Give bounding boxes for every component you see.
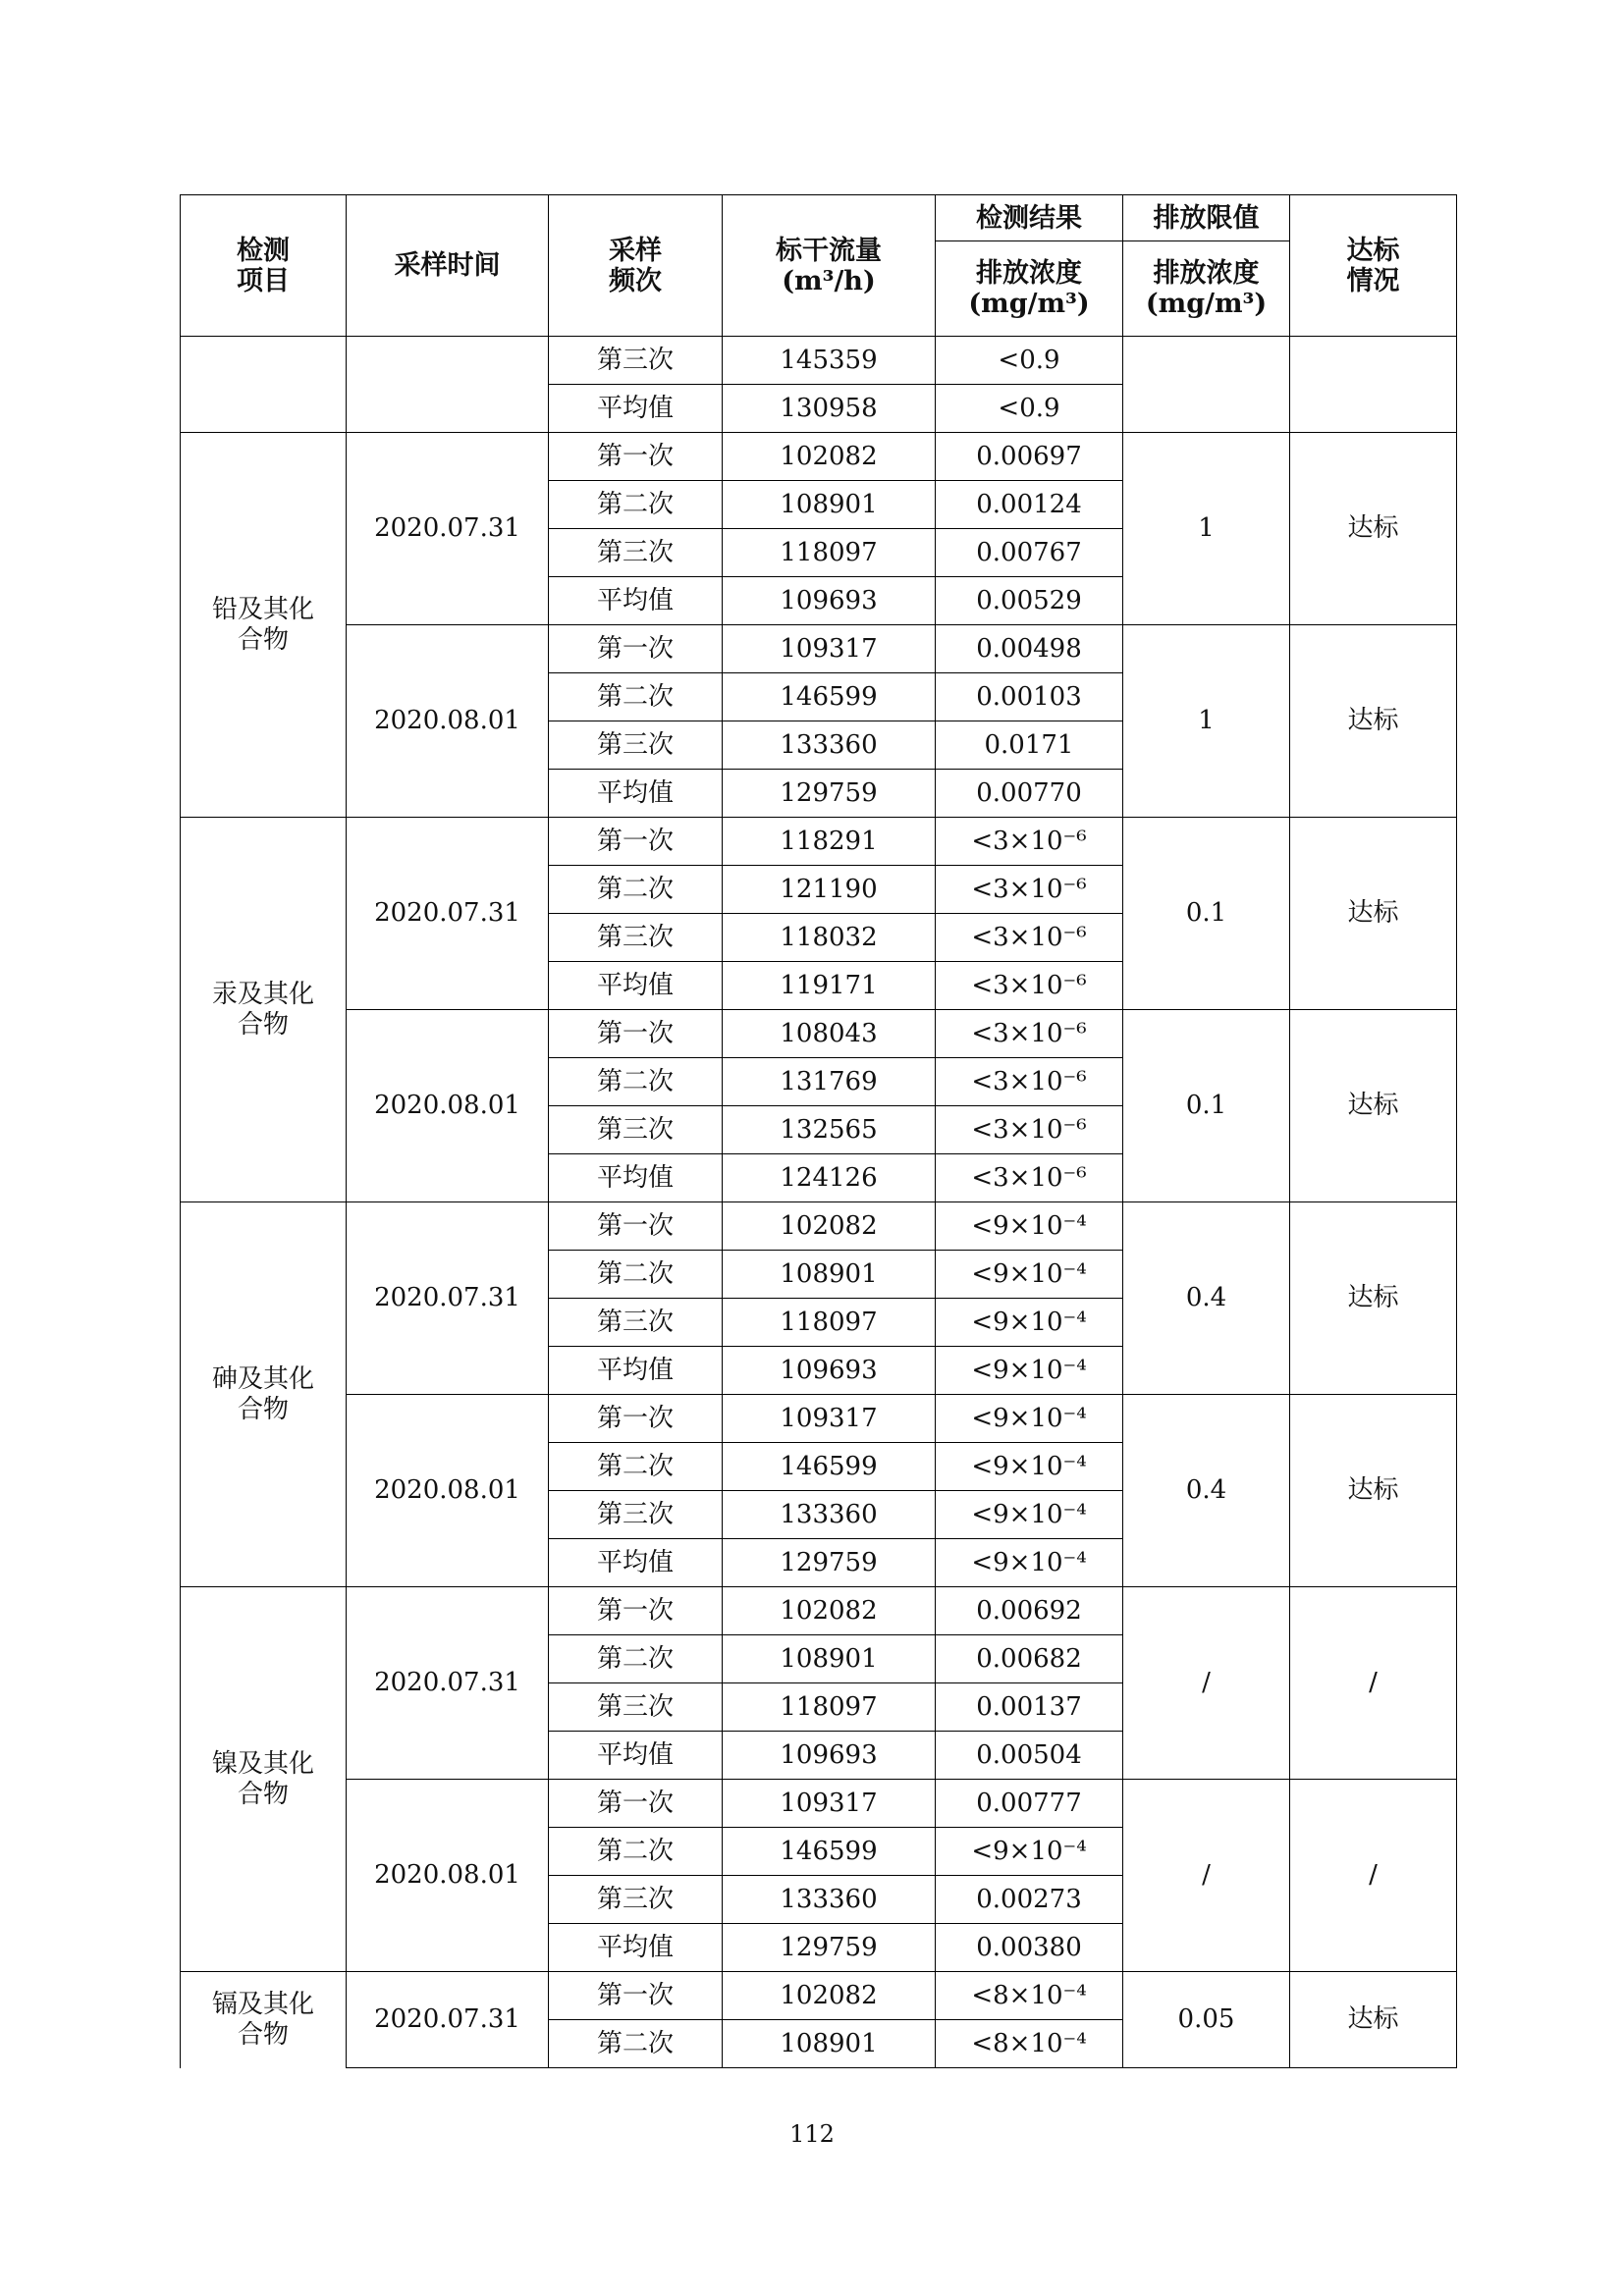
concentration-cell: 0.00770 bbox=[936, 770, 1123, 818]
flow-cell: 118097 bbox=[723, 1683, 936, 1732]
concentration-cell: <3×10⁻⁶ bbox=[936, 1058, 1123, 1106]
frequency-cell: 第三次 bbox=[549, 1876, 723, 1924]
flow-cell: 130958 bbox=[723, 385, 936, 433]
frequency-cell: 第三次 bbox=[549, 1106, 723, 1154]
frequency-cell: 第二次 bbox=[549, 2020, 723, 2068]
table-header bbox=[181, 195, 1457, 337]
header-sampling-time: 采样时间 bbox=[347, 195, 549, 337]
flow-cell: 102082 bbox=[723, 1202, 936, 1251]
frequency-cell: 第一次 bbox=[549, 625, 723, 673]
limit-cell: 1 bbox=[1123, 433, 1290, 625]
header-item-text: 检测 项目 bbox=[237, 235, 290, 296]
flow-cell: 109317 bbox=[723, 625, 936, 673]
emission-data-table bbox=[180, 194, 1457, 2068]
concentration-cell: <0.9 bbox=[936, 337, 1123, 385]
frequency-cell: 第二次 bbox=[549, 866, 723, 914]
concentration-cell: 0.00692 bbox=[936, 1587, 1123, 1635]
table-row bbox=[181, 433, 1457, 481]
frequency-cell: 第二次 bbox=[549, 1058, 723, 1106]
table-body bbox=[181, 337, 1457, 2068]
concentration-cell: <9×10⁻⁴ bbox=[936, 1443, 1123, 1491]
status-cell: 达标 bbox=[1290, 818, 1457, 1010]
date-cell: 2020.07.31 bbox=[347, 1587, 549, 1780]
flow-cell: 133360 bbox=[723, 1491, 936, 1539]
flow-cell: 145359 bbox=[723, 337, 936, 385]
header-status-text: 达标 情况 bbox=[1346, 235, 1400, 296]
date-cell: 2020.08.01 bbox=[347, 1780, 549, 1972]
limit-cell: 0.4 bbox=[1123, 1202, 1290, 1395]
limit-cell: / bbox=[1123, 1780, 1290, 1972]
concentration-cell: <9×10⁻⁴ bbox=[936, 1251, 1123, 1299]
concentration-cell: <3×10⁻⁶ bbox=[936, 1154, 1123, 1202]
header-status bbox=[1290, 195, 1457, 337]
frequency-cell: 第一次 bbox=[549, 1972, 723, 2020]
status-cell: 达标 bbox=[1290, 1010, 1457, 1202]
date-cell: 2020.08.01 bbox=[347, 625, 549, 818]
flow-cell: 146599 bbox=[723, 1828, 936, 1876]
date-cell: 2020.07.31 bbox=[347, 1972, 549, 2068]
flow-cell: 118097 bbox=[723, 1299, 936, 1347]
concentration-cell: 0.00137 bbox=[936, 1683, 1123, 1732]
flow-cell: 118032 bbox=[723, 914, 936, 962]
status-cell: 达标 bbox=[1290, 1202, 1457, 1395]
frequency-cell: 第三次 bbox=[549, 1299, 723, 1347]
frequency-cell: 第一次 bbox=[549, 1587, 723, 1635]
header-limit: 排放限值 bbox=[1123, 195, 1290, 241]
header-limit-concentration-label: 排放浓度 bbox=[1153, 258, 1260, 289]
frequency-cell: 第三次 bbox=[549, 1683, 723, 1732]
concentration-cell: 0.00529 bbox=[936, 577, 1123, 625]
table-row bbox=[181, 1395, 1457, 1443]
concentration-cell: <3×10⁻⁶ bbox=[936, 1106, 1123, 1154]
concentration-cell: 0.00767 bbox=[936, 529, 1123, 577]
concentration-cell: 0.00504 bbox=[936, 1732, 1123, 1780]
date-cell: 2020.07.31 bbox=[347, 433, 549, 625]
flow-cell: 102082 bbox=[723, 1972, 936, 2020]
status-cell: / bbox=[1290, 1587, 1457, 1780]
concentration-cell: 0.00273 bbox=[936, 1876, 1123, 1924]
item-cell: 铅及其化 合物 bbox=[181, 433, 347, 818]
concentration-cell: 0.0171 bbox=[936, 721, 1123, 770]
flow-cell: 108901 bbox=[723, 2020, 936, 2068]
frequency-cell: 平均值 bbox=[549, 385, 723, 433]
limit-cell: 0.1 bbox=[1123, 1010, 1290, 1202]
item-cell: 汞及其化 合物 bbox=[181, 818, 347, 1202]
status-cell: 达标 bbox=[1290, 1395, 1457, 1587]
limit-cell: 1 bbox=[1123, 625, 1290, 818]
item-cell: 镍及其化 合物 bbox=[181, 1587, 347, 1972]
frequency-cell: 第三次 bbox=[549, 721, 723, 770]
flow-cell: 108901 bbox=[723, 481, 936, 529]
concentration-cell: 0.00777 bbox=[936, 1780, 1123, 1828]
frequency-cell: 平均值 bbox=[549, 1924, 723, 1972]
concentration-cell: <0.9 bbox=[936, 385, 1123, 433]
item-cell-continued bbox=[181, 337, 347, 433]
header-result: 检测结果 bbox=[936, 195, 1123, 241]
flow-cell: 118097 bbox=[723, 529, 936, 577]
concentration-cell: 0.00380 bbox=[936, 1924, 1123, 1972]
concentration-cell: <9×10⁻⁴ bbox=[936, 1395, 1123, 1443]
concentration-cell: <8×10⁻⁴ bbox=[936, 1972, 1123, 2020]
concentration-cell: <9×10⁻⁴ bbox=[936, 1202, 1123, 1251]
flow-cell: 108901 bbox=[723, 1635, 936, 1683]
flow-cell: 146599 bbox=[723, 1443, 936, 1491]
table-row bbox=[181, 1587, 1457, 1635]
header-item bbox=[181, 195, 347, 337]
frequency-cell: 平均值 bbox=[549, 1154, 723, 1202]
concentration-cell: <3×10⁻⁶ bbox=[936, 818, 1123, 866]
frequency-cell: 平均值 bbox=[549, 962, 723, 1010]
table-row bbox=[181, 1010, 1457, 1058]
concentration-cell: <9×10⁻⁴ bbox=[936, 1491, 1123, 1539]
frequency-cell: 第一次 bbox=[549, 1780, 723, 1828]
flow-cell: 131769 bbox=[723, 1058, 936, 1106]
flow-cell: 109693 bbox=[723, 577, 936, 625]
limit-cell-continued bbox=[1123, 337, 1290, 433]
date-cell: 2020.07.31 bbox=[347, 1202, 549, 1395]
frequency-cell: 第一次 bbox=[549, 1010, 723, 1058]
header-flow bbox=[723, 195, 936, 337]
concentration-cell: 0.00697 bbox=[936, 433, 1123, 481]
frequency-cell: 第二次 bbox=[549, 481, 723, 529]
header-frequency bbox=[549, 195, 723, 337]
flow-cell: 129759 bbox=[723, 1924, 936, 1972]
flow-cell: 129759 bbox=[723, 770, 936, 818]
concentration-cell: <3×10⁻⁶ bbox=[936, 1010, 1123, 1058]
flow-cell: 133360 bbox=[723, 721, 936, 770]
header-flow-unit: (m³/h) bbox=[782, 265, 876, 296]
table-row bbox=[181, 1972, 1457, 2020]
table-row bbox=[181, 1202, 1457, 1251]
frequency-cell: 第二次 bbox=[549, 1828, 723, 1876]
concentration-cell: <3×10⁻⁶ bbox=[936, 866, 1123, 914]
frequency-cell: 第二次 bbox=[549, 1635, 723, 1683]
frequency-cell: 第三次 bbox=[549, 1491, 723, 1539]
status-cell: / bbox=[1290, 1780, 1457, 1972]
concentration-cell: <8×10⁻⁴ bbox=[936, 2020, 1123, 2068]
flow-cell: 119171 bbox=[723, 962, 936, 1010]
concentration-cell: <9×10⁻⁴ bbox=[936, 1299, 1123, 1347]
page-number: 112 bbox=[789, 2120, 835, 2148]
flow-cell: 102082 bbox=[723, 433, 936, 481]
concentration-cell: <3×10⁻⁶ bbox=[936, 914, 1123, 962]
flow-cell: 109693 bbox=[723, 1347, 936, 1395]
frequency-cell: 第三次 bbox=[549, 337, 723, 385]
flow-cell: 109693 bbox=[723, 1732, 936, 1780]
item-cell: 砷及其化 合物 bbox=[181, 1202, 347, 1587]
table-row bbox=[181, 1780, 1457, 1828]
concentration-cell: 0.00682 bbox=[936, 1635, 1123, 1683]
table-row bbox=[181, 337, 1457, 385]
flow-cell: 118291 bbox=[723, 818, 936, 866]
date-cell: 2020.08.01 bbox=[347, 1010, 549, 1202]
frequency-cell: 第三次 bbox=[549, 529, 723, 577]
status-cell: 达标 bbox=[1290, 1972, 1457, 2068]
limit-cell: 0.1 bbox=[1123, 818, 1290, 1010]
limit-cell: 0.4 bbox=[1123, 1395, 1290, 1587]
item-cell: 镉及其化 合物 bbox=[181, 1972, 347, 2068]
flow-cell: 124126 bbox=[723, 1154, 936, 1202]
status-cell: 达标 bbox=[1290, 625, 1457, 818]
header-concentration-unit: (mg/m³) bbox=[968, 289, 1090, 319]
frequency-cell: 第三次 bbox=[549, 914, 723, 962]
date-cell: 2020.08.01 bbox=[347, 1395, 549, 1587]
frequency-cell: 第一次 bbox=[549, 1395, 723, 1443]
frequency-cell: 平均值 bbox=[549, 577, 723, 625]
limit-cell: / bbox=[1123, 1587, 1290, 1780]
header-limit-concentration-unit: (mg/m³) bbox=[1145, 289, 1268, 319]
concentration-cell: <3×10⁻⁶ bbox=[936, 962, 1123, 1010]
frequency-cell: 平均值 bbox=[549, 770, 723, 818]
header-flow-label: 标干流量 bbox=[776, 235, 882, 266]
concentration-cell: 0.00124 bbox=[936, 481, 1123, 529]
date-cell-continued bbox=[347, 337, 549, 433]
flow-cell: 109317 bbox=[723, 1395, 936, 1443]
flow-cell: 102082 bbox=[723, 1587, 936, 1635]
header-frequency-text: 采样 频次 bbox=[609, 235, 662, 296]
status-cell: 达标 bbox=[1290, 433, 1457, 625]
flow-cell: 121190 bbox=[723, 866, 936, 914]
limit-cell: 0.05 bbox=[1123, 1972, 1290, 2068]
frequency-cell: 第一次 bbox=[549, 1202, 723, 1251]
concentration-cell: 0.00103 bbox=[936, 673, 1123, 721]
frequency-cell: 第一次 bbox=[549, 433, 723, 481]
frequency-cell: 平均值 bbox=[549, 1539, 723, 1587]
flow-cell: 109317 bbox=[723, 1780, 936, 1828]
table-row bbox=[181, 625, 1457, 673]
concentration-cell: <9×10⁻⁴ bbox=[936, 1828, 1123, 1876]
header-concentration-label: 排放浓度 bbox=[976, 258, 1082, 289]
frequency-cell: 第二次 bbox=[549, 1443, 723, 1491]
concentration-cell: <9×10⁻⁴ bbox=[936, 1347, 1123, 1395]
flow-cell: 133360 bbox=[723, 1876, 936, 1924]
table-row bbox=[181, 818, 1457, 866]
concentration-cell: <9×10⁻⁴ bbox=[936, 1539, 1123, 1587]
header-limit-concentration bbox=[1123, 241, 1290, 337]
flow-cell: 129759 bbox=[723, 1539, 936, 1587]
flow-cell: 132565 bbox=[723, 1106, 936, 1154]
frequency-cell: 第一次 bbox=[549, 818, 723, 866]
date-cell: 2020.07.31 bbox=[347, 818, 549, 1010]
concentration-cell: 0.00498 bbox=[936, 625, 1123, 673]
flow-cell: 108901 bbox=[723, 1251, 936, 1299]
frequency-cell: 平均值 bbox=[549, 1347, 723, 1395]
header-concentration bbox=[936, 241, 1123, 337]
frequency-cell: 第二次 bbox=[549, 1251, 723, 1299]
frequency-cell: 平均值 bbox=[549, 1732, 723, 1780]
flow-cell: 146599 bbox=[723, 673, 936, 721]
status-cell-continued bbox=[1290, 337, 1457, 433]
frequency-cell: 第二次 bbox=[549, 673, 723, 721]
flow-cell: 108043 bbox=[723, 1010, 936, 1058]
